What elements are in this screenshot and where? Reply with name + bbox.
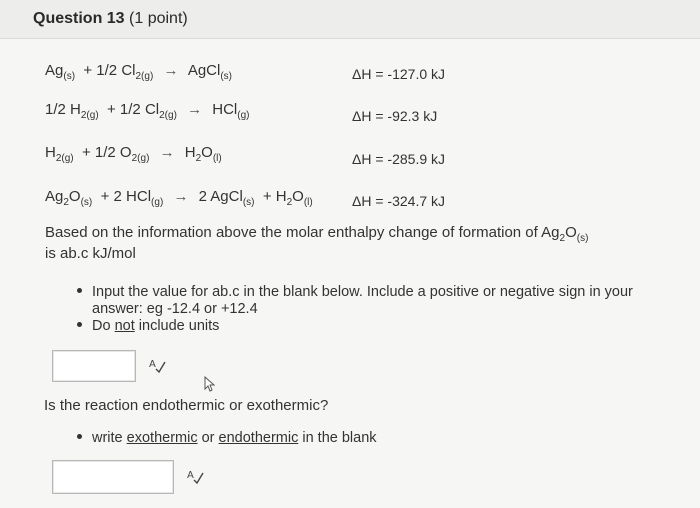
- mouse-pointer-icon: [204, 376, 216, 397]
- question-number: Question 13: [33, 10, 125, 27]
- question-2-text: Is the reaction endothermic or exothermic?: [44, 397, 329, 414]
- spellcheck-icon[interactable]: [186, 468, 204, 487]
- reaction-1: $Ag_{(s)} + 1/2$ $Cl_{2(g)}$ → AgCl$_{(s)}$: [45, 62, 232, 82]
- enthalpy-3: ΔH = -285.9 kJ: [352, 151, 446, 167]
- enthalpy-2: ΔH = -92.3 kJ: [352, 108, 438, 124]
- prompt-line-2: is ab.c kJ/mol: [45, 245, 136, 262]
- enthalpy-1: ΔH = -127.0 kJ: [352, 66, 446, 82]
- question-title: [33, 10, 188, 28]
- instruction-1: Input the value for ab.c in the blank below. Include a positive or negative sign in your: [77, 284, 633, 300]
- svg-text:A: A: [187, 470, 194, 481]
- spellcheck-icon[interactable]: [148, 357, 166, 376]
- question-header: [0, 0, 700, 39]
- prompt-line-1: Based on the information above the molar enthalpy change of formation of $Ag_2O_{(s)}$: [45, 224, 589, 244]
- bullet-icon: [77, 322, 82, 327]
- reaction-3: $H_{2(g)} + 1/2$ $O_{2(g)} \to H_2O_{(l)}$: [45, 144, 222, 164]
- instruction-1-cont: answer: eg -12.4 or +12.4: [92, 301, 258, 317]
- question-points: (1 point): [129, 10, 188, 27]
- svg-text:A: A: [149, 359, 156, 370]
- instruction-3: write exothermic or endothermic in the blank: [77, 430, 377, 446]
- answer-input-endo-exo[interactable]: [52, 460, 174, 494]
- bullet-icon: [77, 434, 82, 439]
- reaction-2: 1/2 $H_{2(g)} + 1/2$ $Cl_{2(g)} \to HCl_{(g)}$: [45, 101, 250, 121]
- bullet-icon: [77, 288, 82, 293]
- enthalpy-4: ΔH = -324.7 kJ: [352, 193, 446, 209]
- answer-input-enthalpy[interactable]: [52, 350, 136, 382]
- instruction-2: Do not include units: [77, 318, 219, 334]
- reaction-4: $Ag_2O_{(s)} + 2$ HCl$_{(g)}$ → 2 AgCl$_{(s)}$ + $H_2O_{(l)}$: [45, 188, 313, 208]
